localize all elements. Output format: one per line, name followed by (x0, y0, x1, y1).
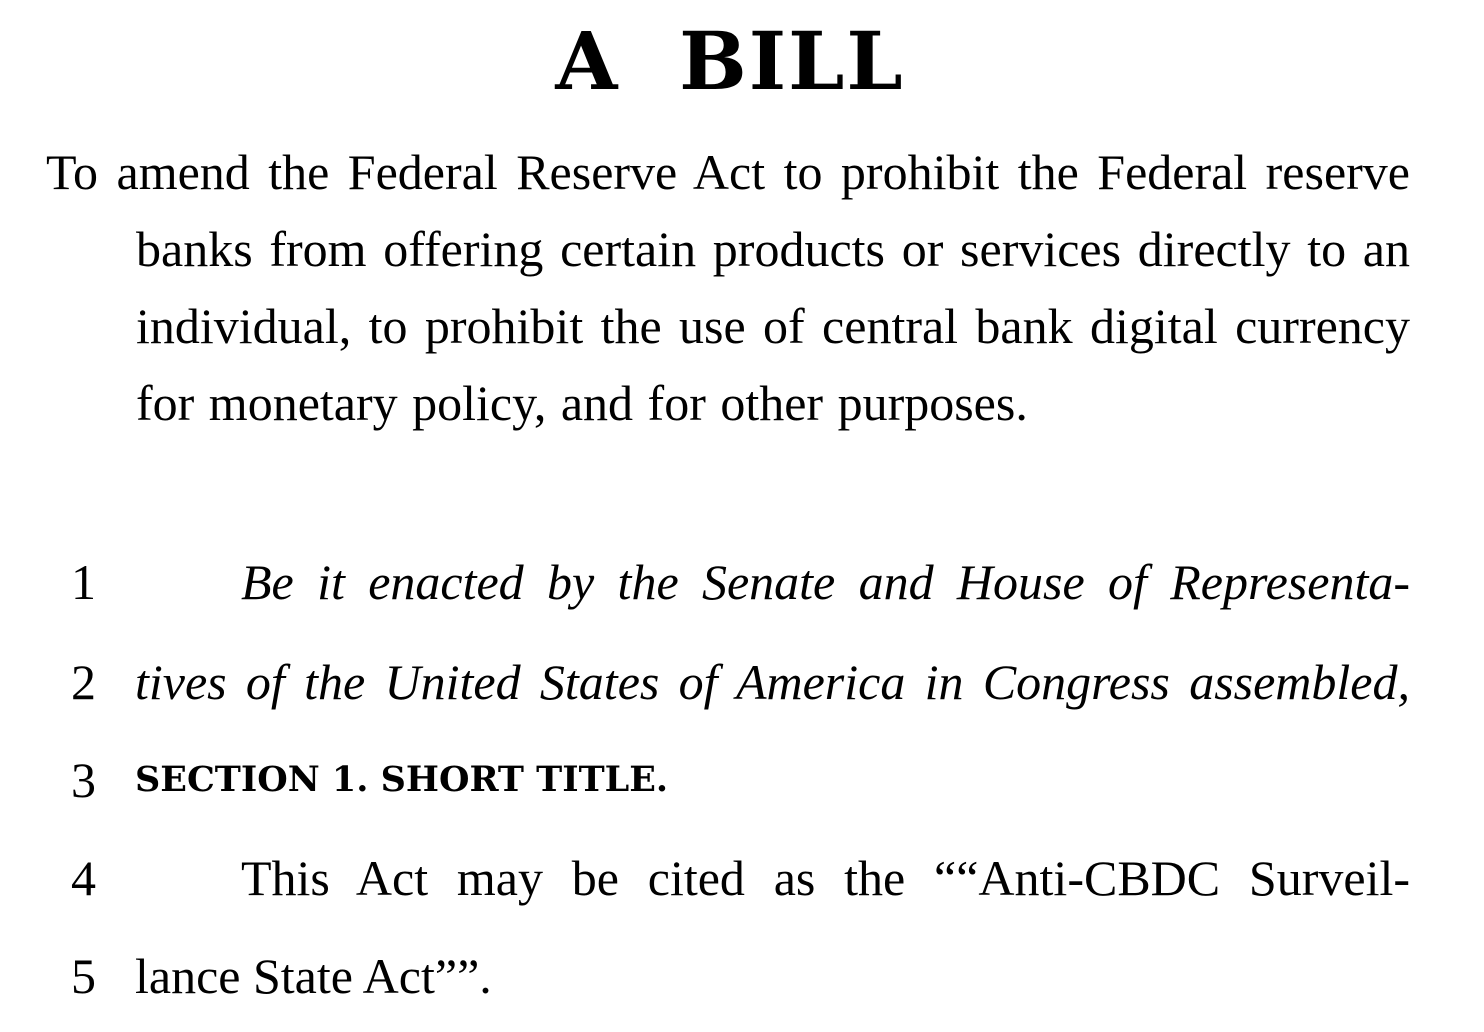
section-text-line: This Act may be cited as the ““Anti-CBDC Surveil- (241, 850, 1410, 906)
section-text-line: lance State Act””. (135, 948, 492, 1004)
line-number: 4 (71, 850, 96, 906)
bill-purpose: To amend the Federal Reserve Act to prohibit the Federal reserve banks from offering certain products or services directly to an individual, to prohibit the use of central bank digital currency for monetary policy, and for other purposes. (46, 144, 1410, 431)
bill-line-4 (0, 846, 1410, 910)
enacting-clause-line: tives of the United States of America in Congress assembled, (135, 654, 1410, 710)
line-number: 5 (71, 948, 96, 1004)
bill-line-2 (0, 650, 1410, 714)
bill-line-5 (0, 944, 1410, 1008)
bill-line-1 (0, 550, 1410, 614)
bill-title: A BILL (555, 14, 905, 108)
section-heading: SECTION 1. SHORT TITLE. (135, 759, 669, 800)
bill-line-3 (0, 748, 1410, 812)
line-number: 2 (71, 654, 96, 710)
line-number: 1 (71, 554, 96, 610)
line-number: 3 (71, 752, 96, 808)
enacting-clause-line: Be it enacted by the Senate and House of Representa- (241, 554, 1410, 610)
